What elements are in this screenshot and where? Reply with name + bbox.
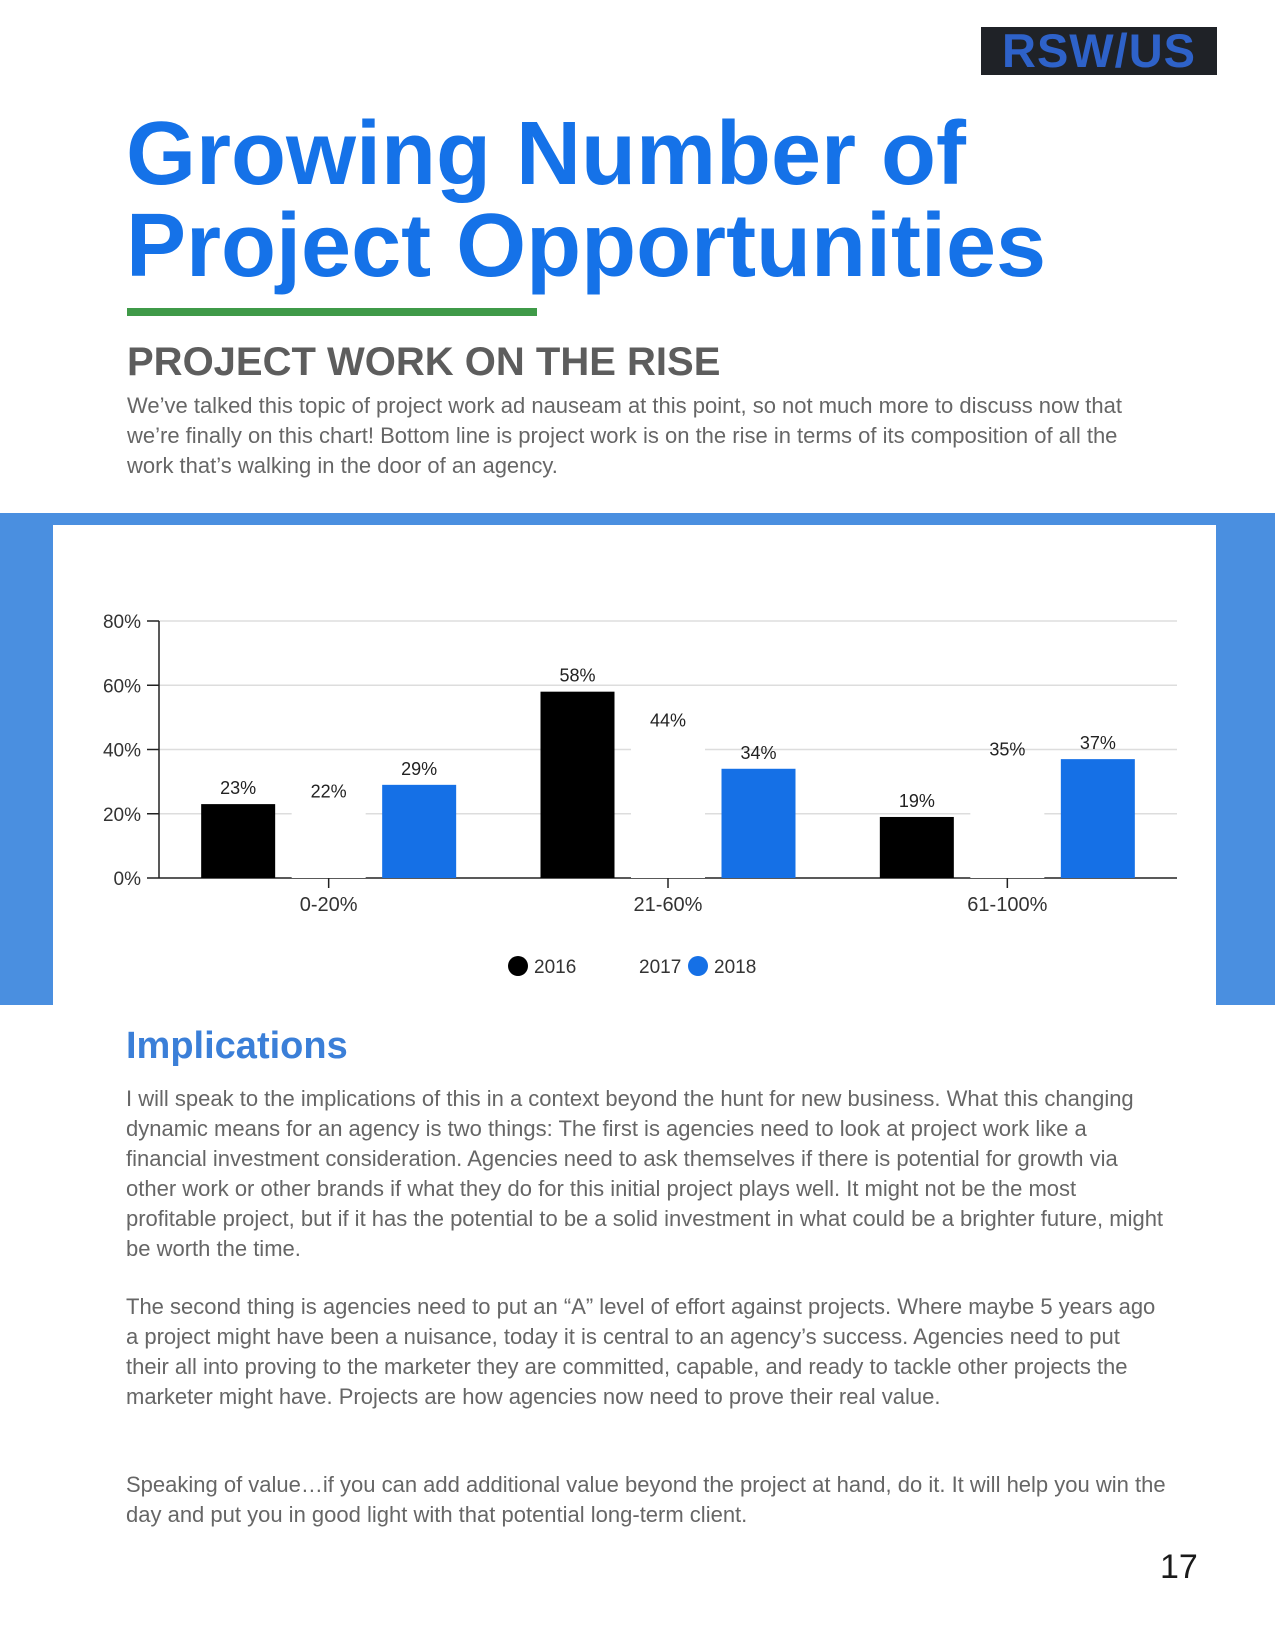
intro-paragraph: We’ve talked this topic of project work ad nauseam at this point, so not much more to discuss now that we’re finally on this chart! Bottom line is project work is on the rise in terms of its composition of all the work that’s walking in the door of an agency.: [127, 393, 1122, 478]
implications-paragraph-3: Speaking of value…if you can add additional value beyond the project at hand, do it. It will help you win the day and put you in good light with that potential long-term client.: [126, 1472, 1166, 1527]
data-label-2016: 23%: [220, 778, 257, 799]
bar-2016: [880, 817, 954, 878]
bar-2018: [382, 785, 456, 878]
bar-2017: [631, 737, 705, 878]
bar-2018: [722, 769, 796, 878]
y-tick-label: 60%: [102, 676, 141, 698]
section-subtitle: PROJECT WORK ON THE RISE: [127, 340, 721, 384]
bar-2017: [970, 766, 1044, 878]
legend-marker-2018: [688, 956, 708, 976]
y-tick-label: 80%: [102, 612, 141, 633]
y-tick-label: 40%: [102, 740, 141, 762]
title-line-2: Project Opportunities: [126, 196, 1047, 296]
page-title: [126, 104, 1047, 296]
data-label-2017: 44%: [649, 710, 687, 731]
bar-2018: [1061, 759, 1135, 878]
y-tick-label: 0%: [113, 869, 141, 890]
title-underline: [127, 308, 537, 316]
data-label-2017: 22%: [310, 781, 347, 802]
implications-paragraph-2: The second thing is agencies need to put an “A” level of effort against projects. Where maybe 5 years ago a project might have been a nuisance, today it is central to an agency’s success. Agencies need to put their all into proving to the marketer they are committed, capable, and ready to tackle other projects the marketer might have. Projects are how agencies now need to prove their real value.: [126, 1294, 1156, 1409]
chart-card: [53, 525, 1216, 1005]
legend-label-2016: 2016: [534, 957, 577, 978]
y-tick-label: 20%: [102, 804, 141, 826]
x-tick-label: 21-60%: [633, 894, 703, 916]
bar-2016: [201, 804, 275, 878]
x-tick-label: 61-100%: [967, 894, 1048, 916]
implications-heading: Implications: [126, 1025, 348, 1067]
data-label-2017: 35%: [989, 739, 1026, 760]
data-label-2018: 37%: [1079, 733, 1116, 754]
page-number: 17: [1160, 1548, 1198, 1586]
implications-paragraph-1: I will speak to the implications of this in a context beyond the hunt for new business. What this changing dynamic means for an agency is two things: The first is agencies need to look at project work like a financial investment consideration. Agencies need to ask themselves if there is potential for growth via other work or other brands if what they do for this initial project plays well. It might not be the most profitable project, but if it has the potential to be a solid investment in what could be a brighter future, might be worth the time.: [126, 1086, 1164, 1261]
data-label-2016: 19%: [898, 790, 935, 811]
x-tick-label: 0-20%: [299, 894, 358, 916]
data-label-2018: 29%: [401, 758, 438, 779]
bar-2016: [541, 692, 615, 878]
data-label-2018: 34%: [740, 742, 777, 763]
bar-2017: [292, 807, 366, 878]
legend-marker-2016: [508, 956, 528, 976]
legend-label-2017: 2017: [639, 957, 682, 978]
rswus-logo: RSW/US: [981, 27, 1217, 75]
data-label-2016: 58%: [559, 665, 596, 686]
bar-chart: [53, 525, 1216, 1005]
legend-label-2018: 2018: [714, 957, 757, 978]
title-line-1: Growing Number of: [126, 104, 966, 204]
